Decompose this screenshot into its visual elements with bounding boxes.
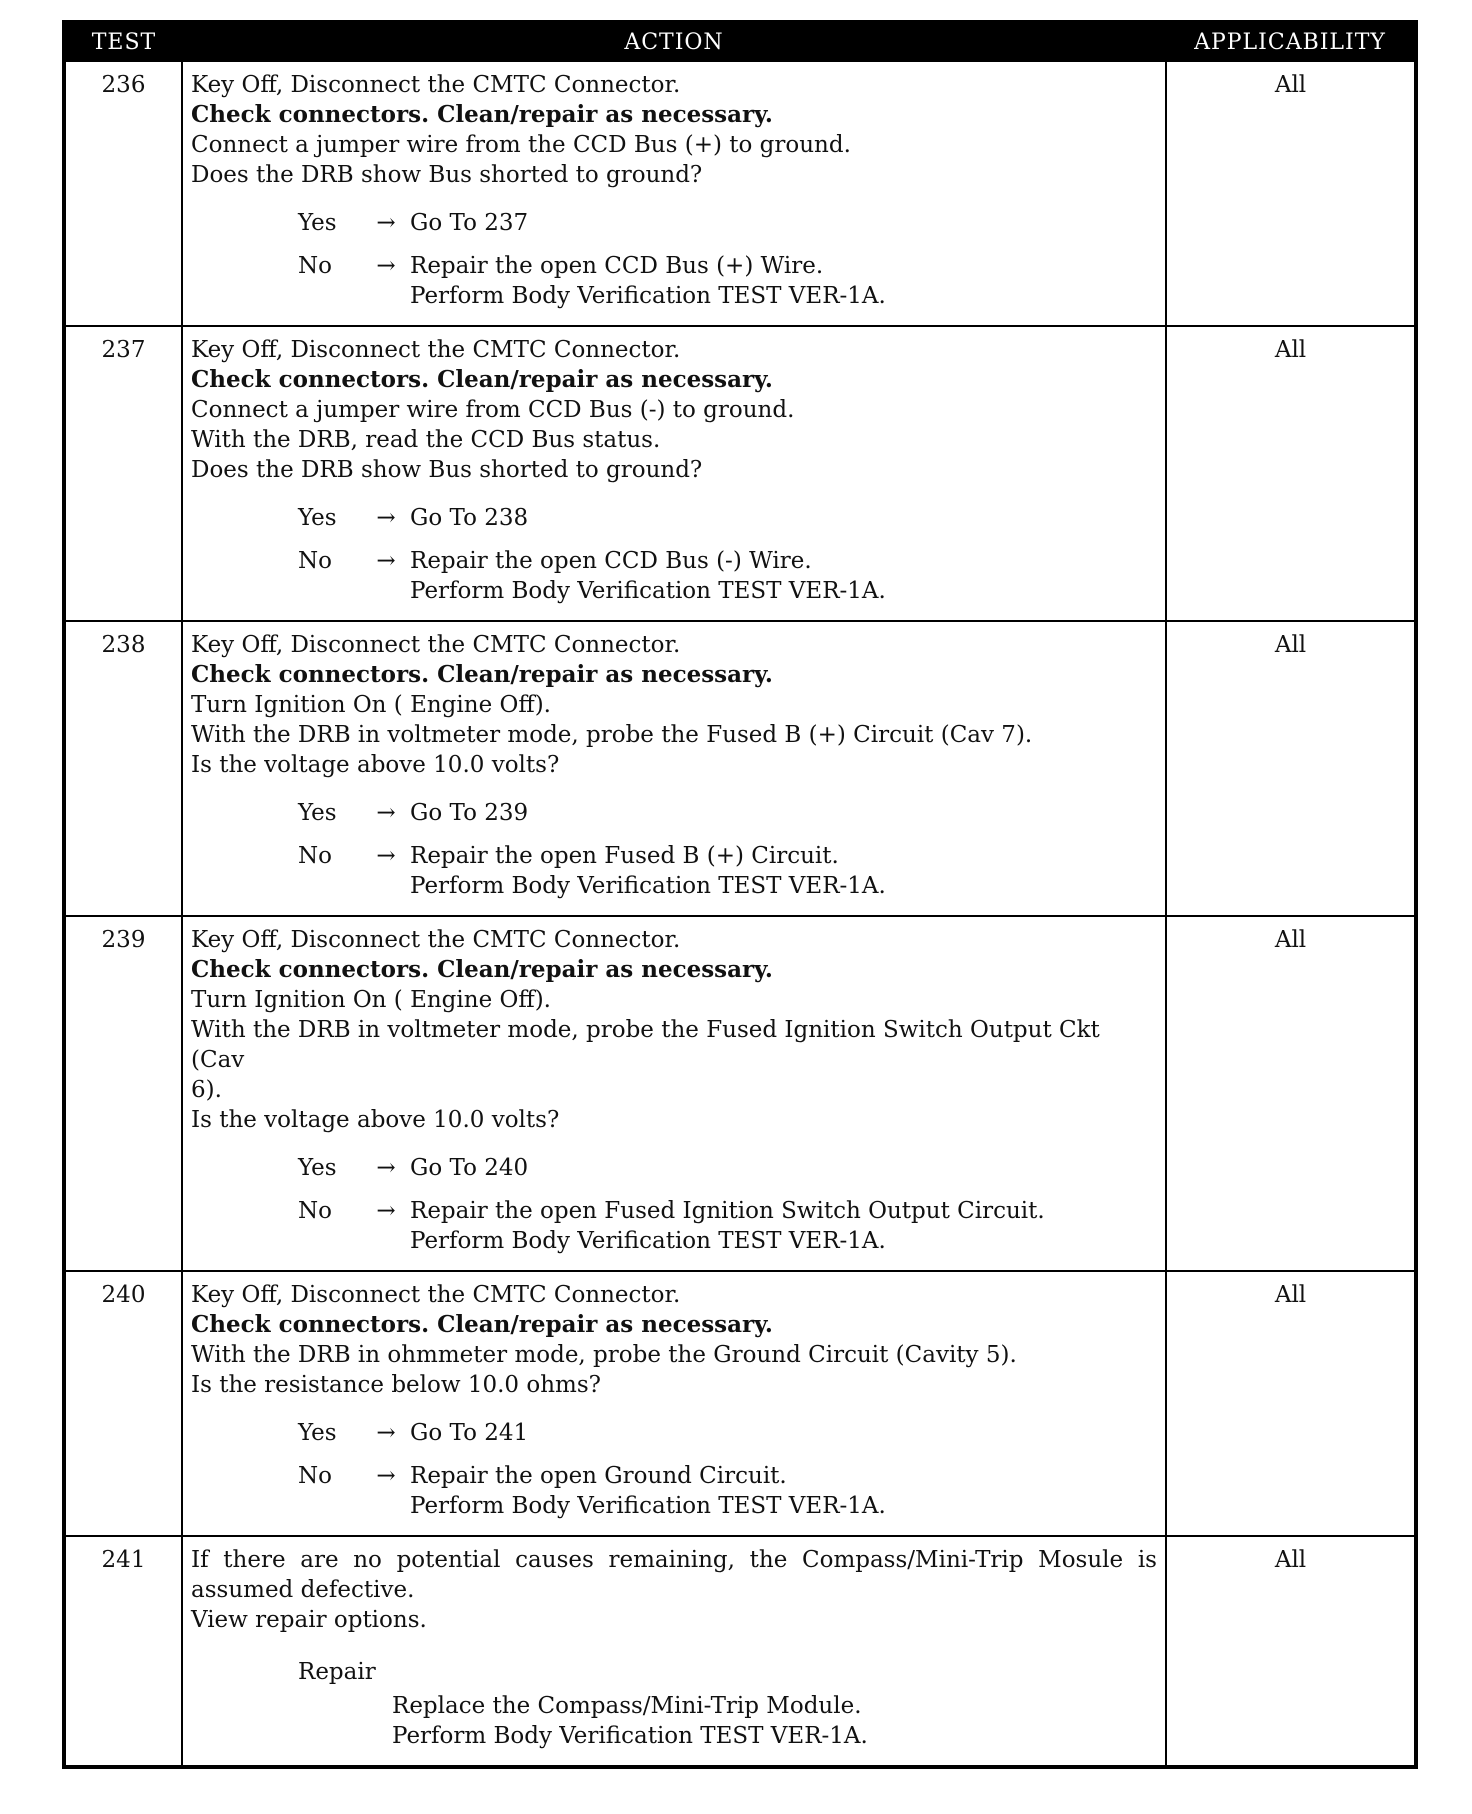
option-result [410,1196,1157,1256]
action-instruction: With the DRB in voltmeter mode, probe the Fused Ignition Switch Output Ckt (Cav [191,1017,1100,1073]
test-number: 239 [64,916,182,1271]
option-result [410,546,1157,606]
header-action: ACTION [182,22,1166,61]
right-arrow-icon: → [376,1420,396,1446]
action-instruction: Turn Ignition On ( Engine Off). [191,692,551,718]
option-result [410,1153,1157,1183]
action-instruction: Is the voltage above 10.0 volts? [191,752,560,778]
table-header-row [64,22,1416,61]
option-result-line: Perform Body Verification TEST VER-1A. [410,1493,886,1519]
diagnostic-test-table [62,20,1418,1769]
table-row [64,1271,1416,1536]
header-applicability: APPLICABILITY [1166,22,1416,61]
right-arrow-icon: → [376,800,396,826]
right-arrow-icon: → [376,253,396,279]
action-instruction: 6). [191,1077,222,1103]
action-instruction: With the DRB in voltmeter mode, probe the Fused B (+) Circuit (Cav 7). [191,722,1033,748]
decision-options [191,798,1157,901]
right-arrow-icon: → [376,548,396,574]
table-row [64,1536,1416,1767]
right-arrow-icon: → [376,1198,396,1224]
option-answer: No [298,1463,332,1489]
option-result-line: Perform Body Verification TEST VER-1A. [410,1228,886,1254]
decision-options [191,503,1157,606]
action-instruction: Key Off, Disconnect the CMTC Connector. [191,337,681,363]
decision-option-yes [191,798,1157,828]
action-instruction-bold: Check connectors. Clean/repair as necessary. [191,956,773,983]
action-instruction: Key Off, Disconnect the CMTC Connector. [191,72,681,98]
action-instruction-bold: Check connectors. Clean/repair as necessary. [191,1311,773,1338]
action-instruction-bold: Check connectors. Clean/repair as necessary. [191,366,773,393]
decision-option-no [191,1461,1157,1521]
table-row [64,326,1416,621]
decision-option-no [191,546,1157,606]
decision-options [191,208,1157,311]
action-instruction: With the DRB in ohmmeter mode, probe the Ground Circuit (Cavity 5). [191,1342,1017,1368]
action-instruction: Is the voltage above 10.0 volts? [191,1107,560,1133]
action-paragraph: If there are no potential causes remaining, the Compass/Mini-Trip Mosule is assumed defective. [191,1547,1157,1603]
option-answer: Yes [298,800,337,826]
option-result-line: Go To 240 [410,1155,529,1181]
right-arrow-icon: → [376,843,396,869]
option-answer: Yes [298,505,337,531]
action-cell [182,326,1166,621]
decision-option-no [191,841,1157,901]
option-result-line: Perform Body Verification TEST VER-1A. [410,283,886,309]
option-result-line: Perform Body Verification TEST VER-1A. [410,873,886,899]
action-instruction: Is the resistance below 10.0 ohms? [191,1372,601,1398]
diagnostic-procedure-page [62,20,1418,1769]
test-number: 236 [64,61,182,326]
right-arrow-icon: → [376,505,396,531]
option-answer: Yes [298,1420,337,1446]
table-row [64,61,1416,326]
option-result [410,1461,1157,1521]
option-result [410,208,1157,238]
decision-option-yes [191,208,1157,238]
right-arrow-icon: → [376,210,396,236]
table-row [64,621,1416,916]
action-cell [182,1271,1166,1536]
option-result [410,841,1157,901]
decision-option-yes [191,1418,1157,1448]
option-answer: Yes [298,210,337,236]
repair-steps [392,1691,1157,1751]
repair-options [298,1657,1157,1751]
applicability-cell: All [1166,61,1416,326]
decision-option-yes [191,1153,1157,1183]
option-result-line: Go To 237 [410,210,529,236]
repair-step: Replace the Compass/Mini-Trip Module. [392,1693,862,1719]
decision-option-yes [191,503,1157,533]
decision-option-no [191,1196,1157,1256]
option-result [410,503,1157,533]
action-instruction: Key Off, Disconnect the CMTC Connector. [191,1282,681,1308]
action-cell [182,61,1166,326]
action-cell [182,1536,1166,1767]
option-answer: No [298,548,332,574]
table-row [64,916,1416,1271]
header-test: TEST [64,22,182,61]
option-result [410,1418,1157,1448]
repair-step: Perform Body Verification TEST VER-1A. [392,1723,868,1749]
applicability-cell: All [1166,916,1416,1271]
option-result-line: Repair the open CCD Bus (-) Wire. [410,548,812,574]
option-result-line: Go To 239 [410,800,529,826]
option-result [410,251,1157,311]
repair-label: Repair [298,1659,376,1685]
action-instruction: Does the DRB show Bus shorted to ground? [191,457,703,483]
test-number: 241 [64,1536,182,1767]
applicability-cell: All [1166,326,1416,621]
test-number: 240 [64,1271,182,1536]
action-instruction: Key Off, Disconnect the CMTC Connector. [191,632,681,658]
applicability-cell: All [1166,1536,1416,1767]
option-answer: No [298,1198,332,1224]
applicability-cell: All [1166,621,1416,916]
test-number: 238 [64,621,182,916]
option-result [410,798,1157,828]
action-cell [182,916,1166,1271]
action-instruction: Does the DRB show Bus shorted to ground? [191,162,703,188]
action-instruction-bold: Check connectors. Clean/repair as necessary. [191,661,773,688]
option-result-line: Repair the open Ground Circuit. [410,1463,787,1489]
action-instruction: With the DRB, read the CCD Bus status. [191,427,661,453]
option-result-line: Repair the open CCD Bus (+) Wire. [410,253,824,279]
option-answer: No [298,843,332,869]
action-instruction: View repair options. [191,1607,427,1633]
decision-options [191,1418,1157,1521]
option-result-line: Repair the open Fused B (+) Circuit. [410,843,839,869]
applicability-cell: All [1166,1271,1416,1536]
option-result-line: Go To 241 [410,1420,529,1446]
action-instruction: Key Off, Disconnect the CMTC Connector. [191,927,681,953]
option-answer: No [298,253,332,279]
action-instruction-bold: Check connectors. Clean/repair as necessary. [191,101,773,128]
action-instruction: Connect a jumper wire from CCD Bus (-) to ground. [191,397,795,423]
option-result-line: Go To 238 [410,505,529,531]
option-result-line: Perform Body Verification TEST VER-1A. [410,578,886,604]
right-arrow-icon: → [376,1155,396,1181]
decision-option-no [191,251,1157,311]
action-instruction: Connect a jumper wire from the CCD Bus (+) to ground. [191,132,851,158]
option-result-line: Repair the open Fused Ignition Switch Output Circuit. [410,1198,1045,1224]
right-arrow-icon: → [376,1463,396,1489]
action-instruction: Turn Ignition On ( Engine Off). [191,987,551,1013]
option-answer: Yes [298,1155,337,1181]
test-number: 237 [64,326,182,621]
action-cell [182,621,1166,916]
decision-options [191,1153,1157,1256]
